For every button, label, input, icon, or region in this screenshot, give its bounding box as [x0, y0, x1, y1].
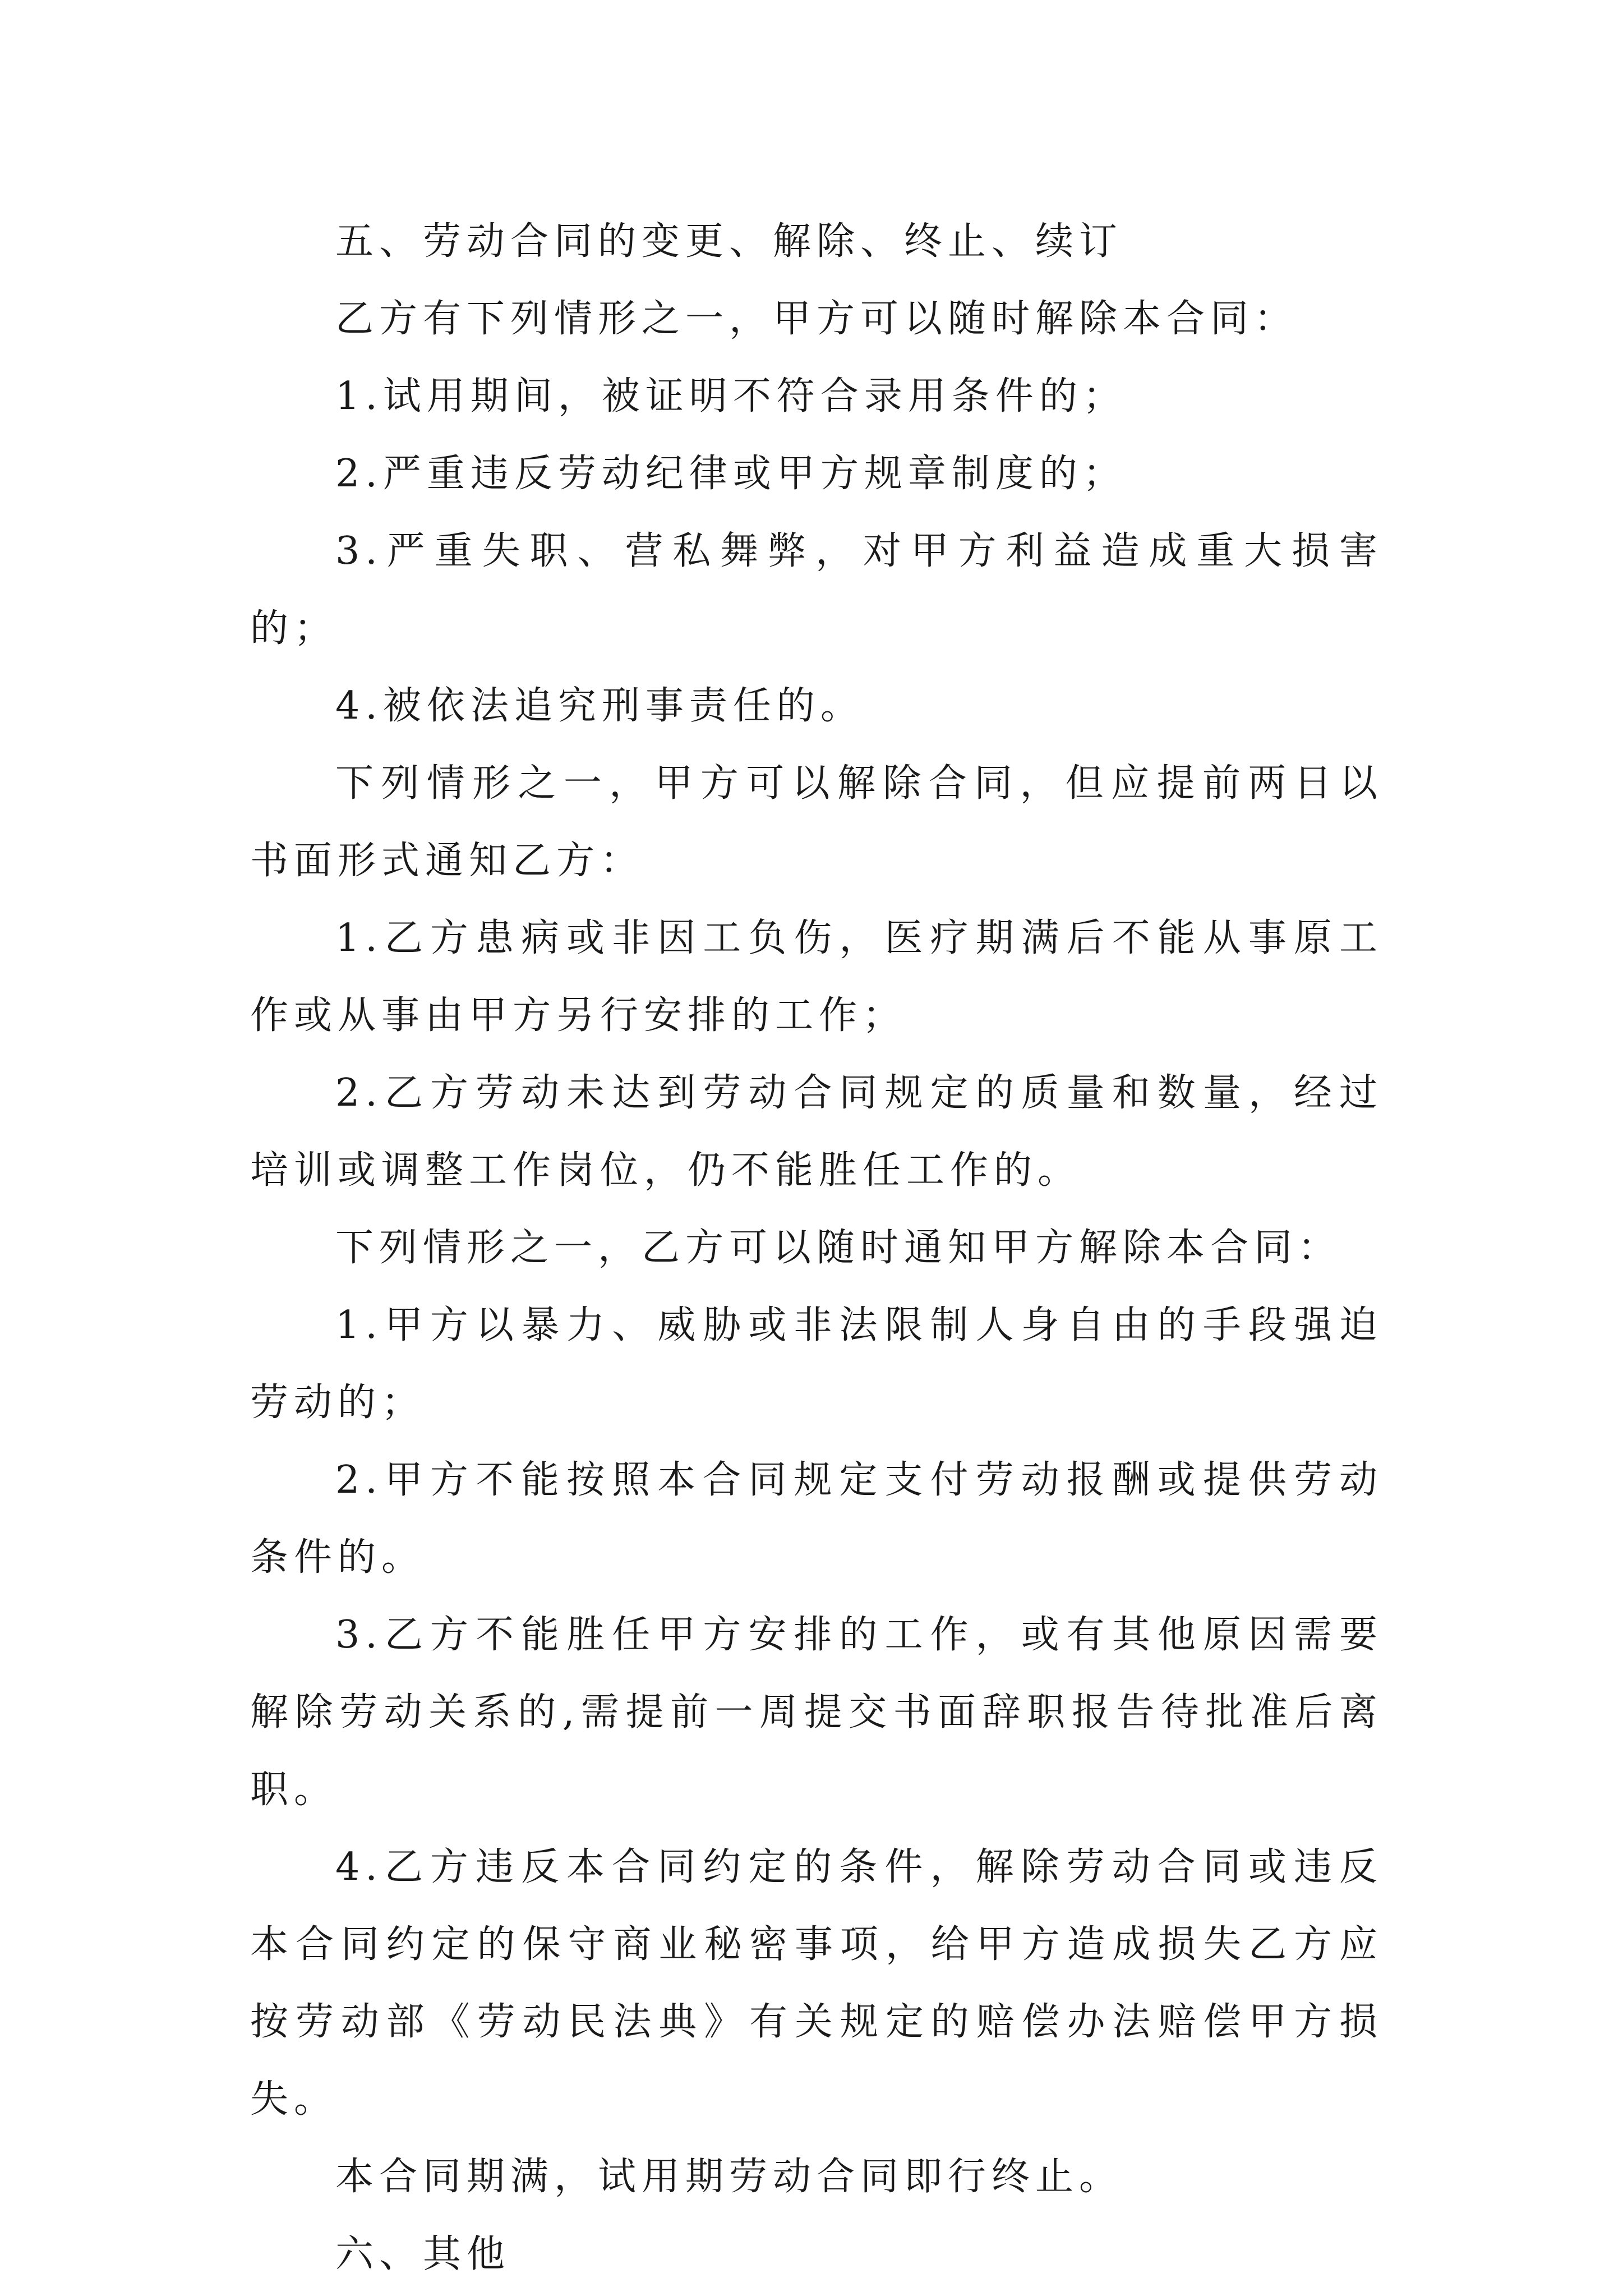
paragraph-employee-termination-intro: 下列情形之一，乙方可以随时通知甲方解除本合同： [335, 1226, 1342, 1270]
list-item-1: 1.乙方患病或非因工负伤，医疗期满后不能从事原工作或从事由甲方另行安排的工作； [250, 916, 1383, 1038]
document-body [250, 203, 1383, 2293]
list-item-2: 2.乙方劳动未达到劳动合同规定的质量和数量，经过培训或调整工作岗位，仍不能胜任工作的。 [250, 1071, 1383, 1193]
list-item-2: 2.严重违反劳动纪律或甲方规章制度的； [335, 452, 1127, 496]
list-item-3: 3.乙方不能胜任甲方安排的工作，或有其他原因需要解除劳动关系的,需提前一周提交书面辞职报告待批准后离职。 [250, 1613, 1383, 1812]
paragraph-employer-termination-intro: 乙方有下列情形之一，甲方可以随时解除本合同： [335, 297, 1298, 341]
section-heading-6: 六、其他 [335, 2232, 511, 2276]
section-heading-5: 五、劳动合同的变更、解除、终止、续订 [335, 219, 1123, 264]
list-item-4: 4.被依法追究刑事责任的。 [335, 684, 864, 728]
list-item-4: 4.乙方违反本合同约定的条件，解除劳动合同或违反本合同约定的保守商业秘密事项，给甲方造成损失乙方应按劳动部《劳动民法典》有关规定的赔偿办法赔偿甲方损失。 [250, 1845, 1383, 2122]
list-item-1: 1.甲方以暴力、威胁或非法限制人身自由的手段强迫劳动的； [250, 1303, 1383, 1425]
paragraph-notice-termination-intro: 下列情形之一，甲方可以解除合同，但应提前两日以书面形式通知乙方： [250, 761, 1383, 883]
list-item-2: 2.甲方不能按照本合同规定支付劳动报酬或提供劳动条件的。 [250, 1458, 1383, 1580]
list-item-1: 1.试用期间，被证明不符合录用条件的； [335, 374, 1127, 418]
paragraph-contract-expiry: 本合同期满，试用期劳动合同即行终止。 [335, 2155, 1123, 2199]
list-item-3: 3.严重失职、营私舞弊，对甲方利益造成重大损害的； [250, 529, 1383, 651]
